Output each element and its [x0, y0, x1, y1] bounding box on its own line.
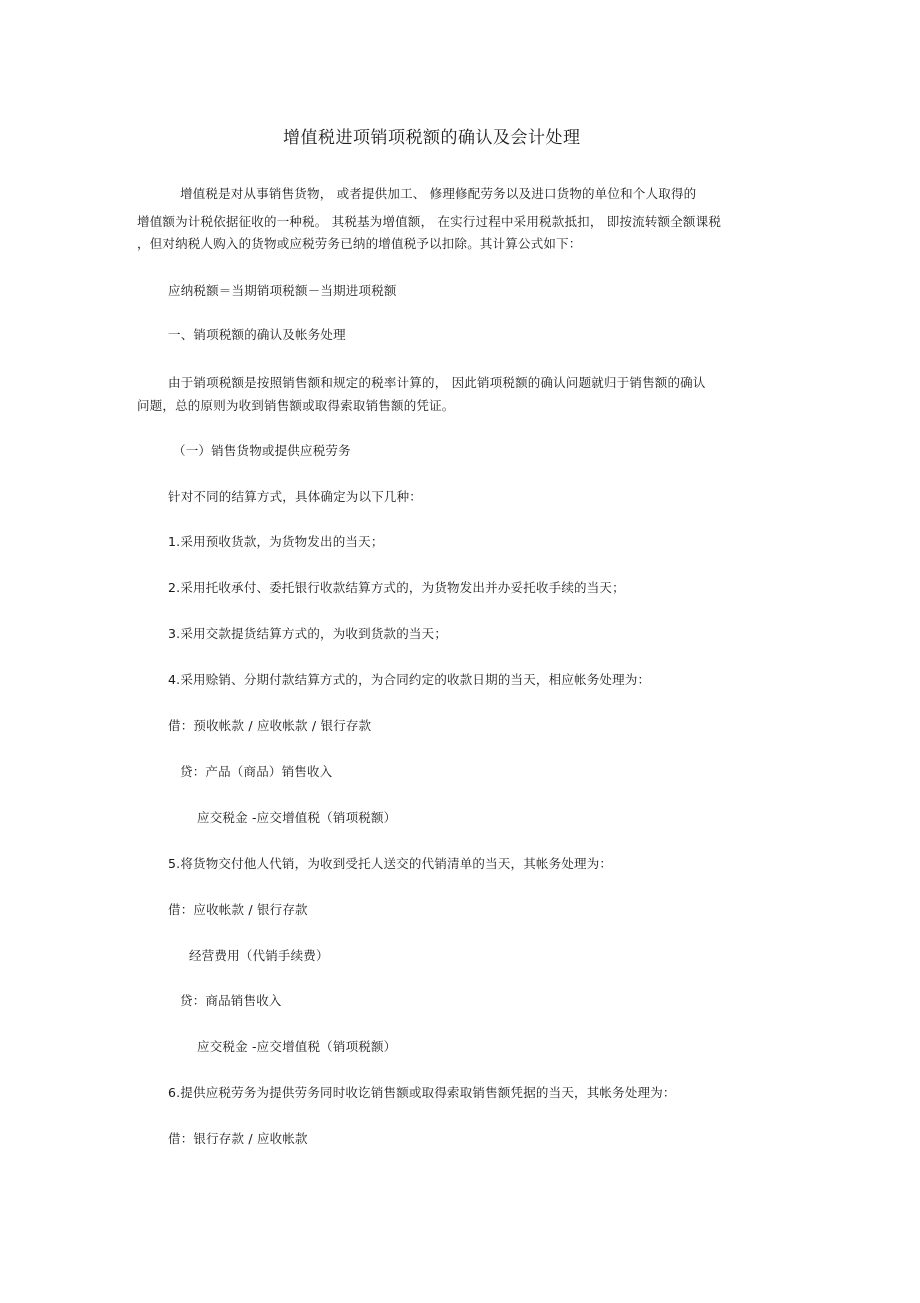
formula: 应纳税额＝当期销项税额－当期进项税额 [168, 283, 397, 298]
list-item-1: 1.采用预收货款，为货物发出的当天； [168, 534, 384, 549]
list-item-6: 6.提供应税劳务为提供劳务同时收讫销售额或取得索取销售额凭据的当天，其帐务处理为： [168, 1085, 676, 1100]
subsection1-heading: （一）销售货物或提供应税劳务 [173, 443, 351, 458]
entry6-debit: 借：银行存款 / 应收帐款 [168, 1131, 308, 1146]
entry4-tax: 应交税金 -应交增值税（销项税额） [197, 810, 397, 825]
list-item-2: 2.采用托收承付、委托银行收款结算方式的，为货物发出并办妥托收手续的当天； [168, 580, 625, 595]
entry4-credit: 贷：产品（商品）销售收入 [180, 764, 333, 779]
section1-para-line-1: 由于销项税额是按照销售额和规定的税率计算的， 因此销项税额的确认问题就归于销售额的确认 [168, 375, 706, 390]
entry4-debit: 借：预收帐款 / 应收帐款 / 银行存款 [168, 718, 372, 733]
list-item-5: 5.将货物交付他人代销，为收到受托人送交的代销清单的当天，其帐务处理为： [168, 856, 613, 871]
section1-heading: 一、销项税额的确认及帐务处理 [168, 327, 346, 342]
intro-line-2: 增值额为计税依据征收的一种税。 其税基为增值额， 在实行过程中采用税款抵扣， 即按流转额全额课税 [137, 214, 722, 229]
entry5-credit: 贷：商品销售收入 [180, 993, 282, 1008]
settlement-intro: 针对不同的结算方式，具体确定为以下几种： [168, 489, 423, 504]
entry5-fee: 经营费用（代销手续费） [189, 948, 329, 963]
intro-line-1: 增值税是对从事销售货物， 或者提供加工、 修理修配劳务以及进口货物的单位和个人取得的 [180, 186, 697, 201]
document-title: 增值税进项销项税额的确认及会计处理 [283, 128, 581, 148]
section1-para-line-2: 问题，总的原则为收到销售额或取得索取销售额的凭证。 [137, 398, 455, 413]
intro-line-3: ，但对纳税人购入的货物或应税劳务已纳的增值税予以扣除。其计算公式如下： [137, 236, 582, 251]
list-item-3: 3.采用交款提货结算方式的，为收到货款的当天； [168, 626, 448, 641]
list-item-4: 4.采用赊销、分期付款结算方式的，为合同约定的收款日期的当天，相应帐务处理为： [168, 672, 651, 687]
entry5-debit: 借：应收帐款 / 银行存款 [168, 902, 308, 917]
entry5-tax: 应交税金 -应交增值税（销项税额） [197, 1039, 397, 1054]
